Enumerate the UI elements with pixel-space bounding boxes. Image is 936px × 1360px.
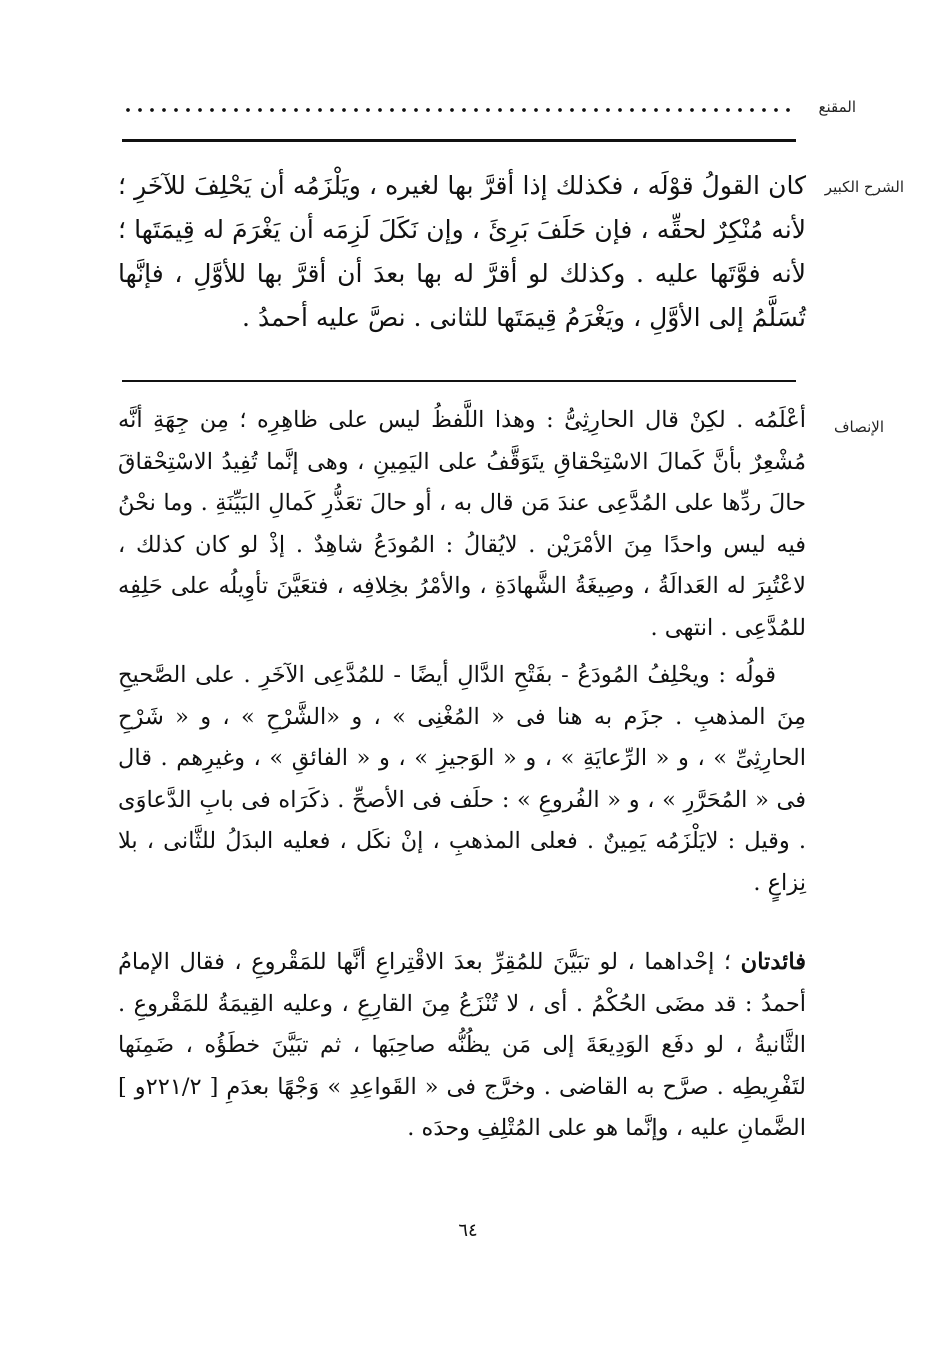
- insaf-paragraph-2: قولُه : ويحْلِفُ المُودَعُ - بفَتْحِ الدَّالِ أيضًا - للمُدَّعِى الآخَرِ . على الصَّحيحِ مِنَ المذهبِ . جزَم به هنا فى « المُغْنِى » ، و «الشَّرْحِ » ، و « شَرْحِ الحارِثِىِّ » ، و « الرِّعايَةِ » ، و « الوَجيزِ » ، و « الفائقِ » ، وغيرِهم . قال فى « المُحَرَّرِ » ، و « الفُروعِ » : حلَف فى الأصحِّ . ذكَرَاه فى بابِ الدَّعاوَى . وقيل : لايَلْزَمُه يَمِينٌ . فعلى المذهبِ ، إنْ نكَل ، فعليه البدَلُ للثَّانى ، بلا نِزاعٍ .: [118, 662, 806, 896]
- insaf-paragraph-1: أعْلَمُه . لكِنْ قال الحارِثِىُّ : وهذا اللَّفظُ ليس على ظاهِرِه ؛ مِن جِهَةِ أنَّه مُشْعِرٌ بأنَّ كَمالَ الاسْتِحْقاقِ يتَوَقَّفُ على اليَمِينِ ، وهى إنَّما تُفِيدُ الاسْتِحْقاقَ حالَ ردِّها على المُدَّعِى عندَ مَن قال به ، أو حالَ تعَذُّرِ كَمالِ البَيِّنَةِ . وما نحْنُ فيه ليس واحدًا مِنَ الأمْرَيْن . لايُقالُ : المُودَعُ شاهِدٌ . إذْ لو كان كذلك ، لاعْتُبِرَ له العَدالَةُ ، وصِيغَةُ الشَّهادَةِ ، والأمْرُ بخِلافِه ، فتعَيَّنَ تأوِيلُه على حَلِفِه للمُدَّعِى . انتهى .: [118, 407, 806, 641]
- section-divider: [122, 380, 796, 382]
- fawaid-text: ؛ إحْداهما ، لو تبَيَّنَ للمُقِرِّ بعدَ الاقْتِراعِ أنَّها للمَقْروعِ ، فقال الإمامُ أحمدُ : قد مضَى الحُكْمُ . أى ، لا تُنْزَعُ مِنَ القارِعِ ، وعليه القِيمَةُ للمَقْروعِ . الثَّانيةُ ، لو دفَع الوَدِيعَةَ إلى مَن يظُنُّه صاحِبَها ، ثم تبَيَّنَ خطَؤُه ، ضَمِنَها لتَفْرِيطِه . صرَّح به القاضى . وخرَّج فى « القَواعِدِ » وَجْهًا بعدَمِ [ ٢٢١/٢و ] الضَّمانِ عليه ، وإنَّما هو على المُتْلِفِ وحدَه .: [118, 949, 807, 1141]
- insaf-body: [118, 400, 806, 1150]
- insaf-label: الإنصاف: [833, 418, 884, 436]
- header-rule: [122, 139, 796, 142]
- book-title: المقنع: [818, 98, 856, 116]
- fawaid-heading: فائدتان: [740, 949, 806, 975]
- sharh-body: [118, 164, 806, 340]
- sharh-paragraph: كان القولُ قوْلَه ، فكذلك إذا أقرَّ بها لغيره ، ويَلْزَمُه أن يَحْلِفَ للآخَرِ ؛ لأنه مُنْكِرٌ لحقِّه ، فإن حَلَفَ بَرِئَ ، وإن نَكَلَ لَزِمَه أن يَغْرَمَ له قِيمَتَها ؛ لأنه فوَّتَها عليه . وكذلك لو أقرَّ له بها بعدَ أن أقرَّ بها للأوَّلِ ، فإنَّها تُسَلَّمُ إلى الأوَّلِ ، ويَغْرَمُ قِيمَتَها للثانى . نصَّ عليه أحمدُ .: [118, 171, 806, 332]
- insaf-paragraph-3: [118, 942, 806, 1150]
- sharh-label: الشرح الكبير: [824, 178, 904, 196]
- page-number: ٦٤: [458, 1220, 478, 1241]
- header-dotted-rule: [122, 108, 796, 112]
